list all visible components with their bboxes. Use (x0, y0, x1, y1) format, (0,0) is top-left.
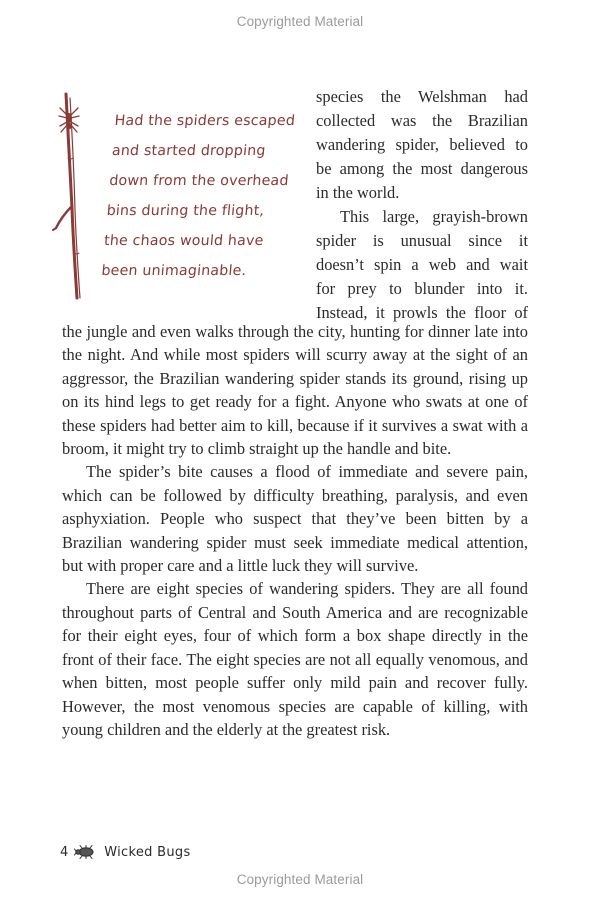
body-text (62, 320, 528, 741)
pull-quote-line: been unimaginable. (100, 263, 247, 279)
text-line: species the Welshman had (316, 87, 528, 106)
text-line: This large, grayish-brown (340, 207, 528, 226)
copyright-watermark-top: Copyrighted Material (236, 14, 364, 29)
paragraph: the jungle and even walks through the city, hunting for dinner late into the night. And while most spiders will scurry away at the sight of an aggressor, the Brazilian wandering spider stands its ground, rising up on its hind legs to get ready for a fight. Anyone who swats at one of these spiders had better aim to kill, because if it survives a swat with a broom, it might try to climb straight up the handle and bite. (62, 322, 528, 459)
pull-quote-line: the chaos would have (103, 233, 265, 249)
pull-quote (100, 106, 310, 286)
pull-quote-line: bins during the flight, (105, 203, 265, 219)
pull-quote-line: down from the overhead (108, 173, 290, 189)
copyright-watermark-bottom: Copyrighted Material (236, 872, 364, 887)
pull-quote-line: and started dropping (111, 143, 267, 159)
page-footer (60, 842, 191, 862)
text-line: in the world. (316, 183, 400, 202)
paragraph: The spider’s bite causes a flood of immediate and severe pain, which can be followed by difficulty breathing, paralysis, and even asphyxiation. People who suspect that they’ve been bitten by a Brazilian wandering spider must seek immediate medical attention, but with proper care and a little luck they will survive. (62, 462, 528, 576)
text-line: spider is unusual since it (316, 231, 528, 250)
page-number: 4 (60, 844, 69, 860)
spider-on-stick-icon (50, 88, 98, 303)
running-title: Wicked Bugs (104, 844, 191, 860)
text-line: collected was the Brazilian (316, 111, 528, 130)
text-line: be among the most dangerous (316, 159, 528, 178)
pull-quote-line: Had the spiders escaped (113, 113, 296, 129)
text-line: Instead, it prowls the floor of (316, 303, 528, 322)
beetle-icon (74, 845, 98, 859)
paragraph: There are eight species of wandering spiders. They are all found throughout parts of Central and South America and are recognizable for their eight eyes, four of which form a box shape directly in the front of their face. The eight species are not all equally venomous, and when bitten, most people suffer only mild pain and recover fully. However, the most venomous species are capable of killing, with young children and the elderly at the greatest risk. (62, 579, 528, 739)
text-line: wandering spider, believed to (316, 135, 528, 154)
text-line: for prey to blunder into it. (316, 279, 528, 298)
sidebar-callout (50, 88, 302, 308)
text-line: doesn’t spin a web and wait (316, 255, 528, 274)
